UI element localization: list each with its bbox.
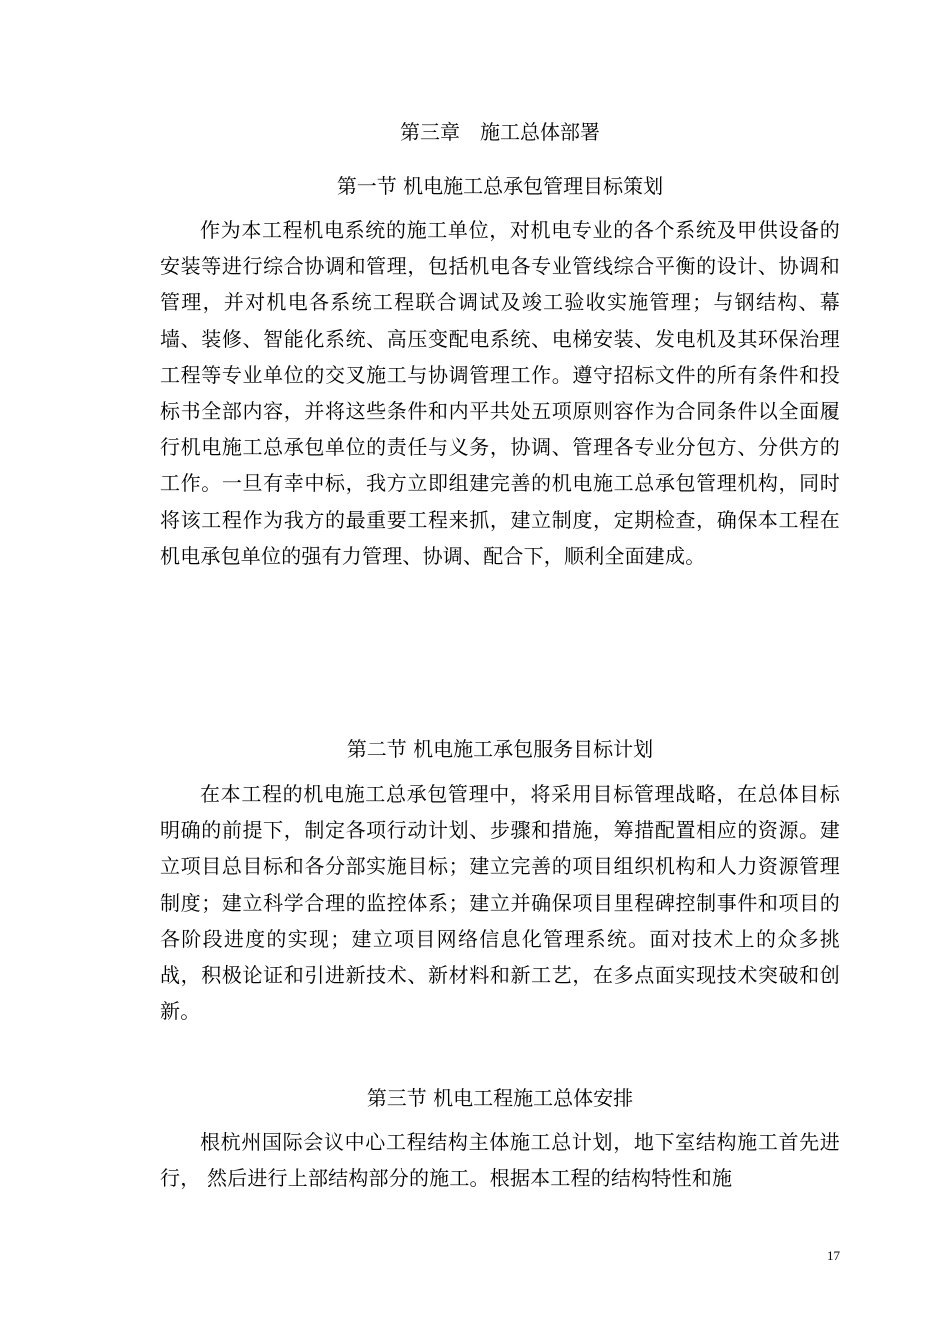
section-1-body: 作为本工程机电系统的施工单位，对机电专业的各个系统及甲供设备的安装等进行综合协调和管理，包括机电各专业管线综合平衡的设计、协调和管理，并对机电各系统工程联合调试及竣工验收实施管理；与钢结构、幕墙、装修、智能化系统、高压变配电系统、电梯安装、发电机及其环保治理工程等专业单位的交叉施工与协调管理工作。遵守招标文件的所有条件和投标书全部内容，并将这些条件和内平共处五项原则容作为合同条件以全面履行机电施工总承包单位的责任与义务，协调、管理各专业分包方、分供方的工作。一旦有幸中标，我方立即组建完善的机电施工总承包管理机构，同时将该工程作为我方的最重要工程来抓，建立制度，定期检查，确保本工程在机电承包单位的强有力管理、协调、配合下，顺利全面建成。 xyxy=(160,218,840,568)
section-2-title: 第二节 机电施工承包服务目标计划 xyxy=(346,737,654,761)
section-2-body: 在本工程的机电施工总承包管理中，将采用目标管理战略，在总体目标明确的前提下，制定各项行动计划、步骤和措施，筹措配置相应的资源。建立项目总目标和各分部实施目标；建立完善的项目组织机构和人力资源管理制度；建立科学合理的监控体系；建立并确保项目里程碑控制事件和项目的各阶段进度的实现；建立项目网络信息化管理系统。面对技术上的众多挑战，积极论证和引进新技术、新材料和新工艺，在多点面实现技术突破和创新。 xyxy=(160,782,840,1024)
page-number: 17 xyxy=(827,1248,840,1263)
section-3-body: 根杭州国际会议中心工程结构主体施工总计划，地下室结构施工首先进行， 然后进行上部结构部分的施工。根据本工程的结构特性和施 xyxy=(160,1130,840,1191)
section-1-title: 第一节 机电施工总承包管理目标策划 xyxy=(336,174,664,198)
chapter-title: 第三章 施工总体部署 xyxy=(400,120,600,144)
section-3-title: 第三节 机电工程施工总体安排 xyxy=(366,1086,634,1110)
